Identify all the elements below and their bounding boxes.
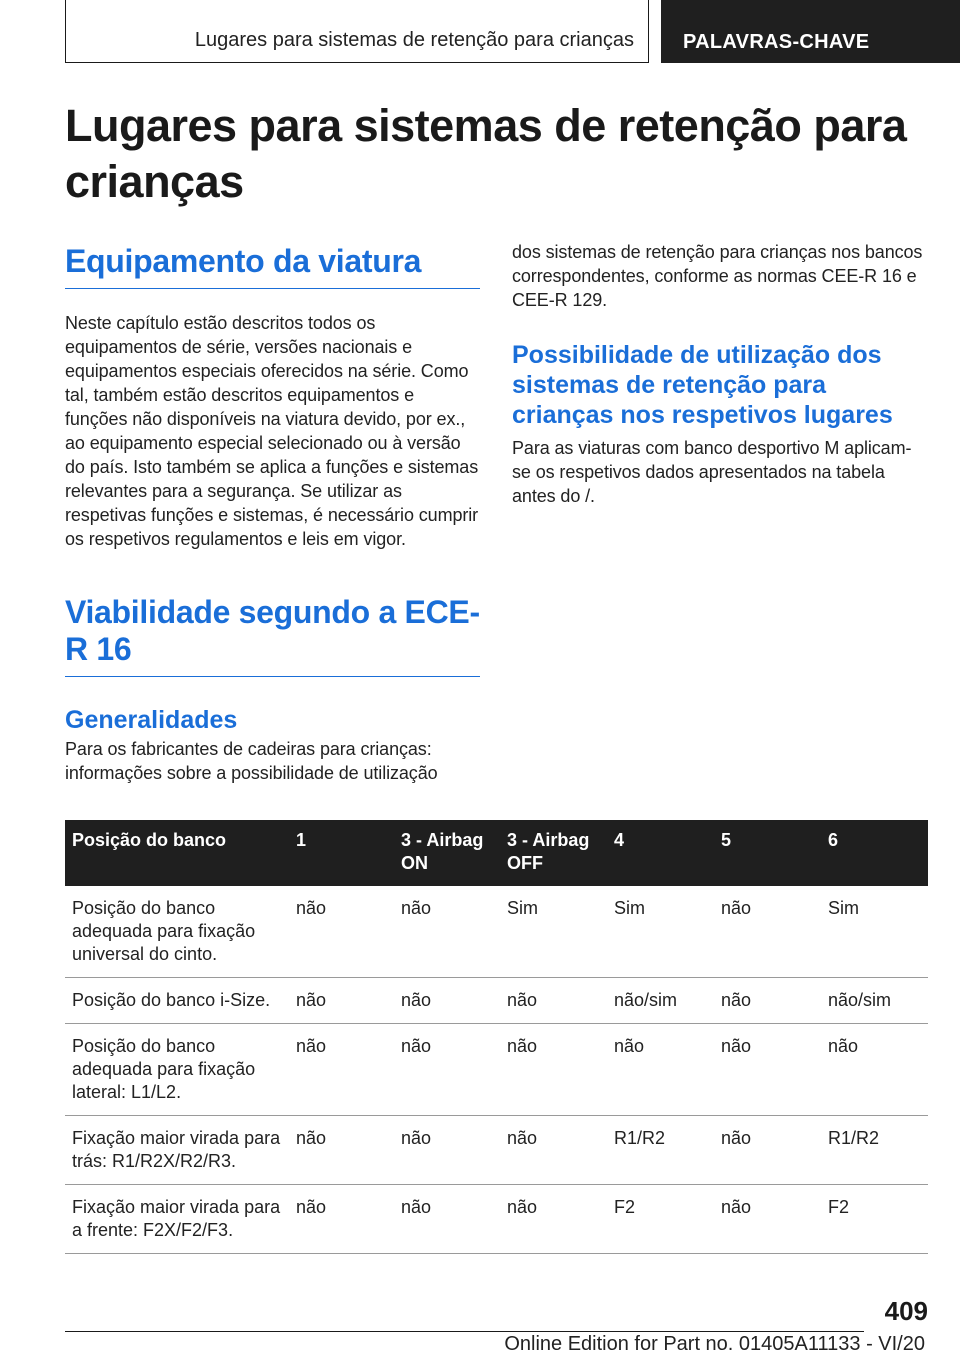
table-cell: não — [607, 1024, 714, 1116]
heading-viability: Viabilidade segundo a ECE-R 16 — [65, 594, 480, 677]
table-cell: não — [289, 978, 394, 1024]
table-cell: F2 — [821, 1185, 928, 1254]
table-cell: não — [500, 1024, 607, 1116]
heading-possibility: Possibilidade de utilização dos sistemas de retenção para crianças nos respetivos lugares — [512, 341, 893, 429]
table-cell: Posição do banco adequada para fixação universal do cinto. — [65, 886, 289, 978]
col-header-6: 6 — [821, 820, 928, 886]
table-cell: não — [714, 886, 821, 978]
table-cell: não — [500, 1185, 607, 1254]
col-header-1: 1 — [289, 820, 394, 886]
table-cell: não — [394, 1024, 500, 1116]
col-header-3-airbag-on: 3 - Airbag ON — [394, 820, 500, 886]
col-header-seat-position: Posição do banco — [65, 820, 289, 886]
table-cell: R1/R2 — [607, 1116, 714, 1185]
table-cell: não/sim — [821, 978, 928, 1024]
col-header-4: 4 — [607, 820, 714, 886]
right-column — [512, 240, 927, 508]
table-cell: Posição do banco adequada para fixação lateral: L1/L2. — [65, 1024, 289, 1116]
paragraph-equipment: Neste capítulo estão descritos todos os equipamentos de série, versões nacionais e equipamentos especiais oferecidos na série. Como tal, também estão descritos equipamentos e funções não disponíveis na viatura devido, por ex., ao equipamento especial selecionado ou à versão do país. Isto também se aplica a funções e sistemas relevantes para a segurança. Se utilizar as respetivas funções e sistemas, é necessário cumprir os respetivos regulamentos e leis em vigor. — [65, 313, 479, 549]
table-cell: não — [289, 886, 394, 978]
running-header — [65, 0, 649, 63]
table-cell: não — [500, 1116, 607, 1185]
table-cell: não/sim — [607, 978, 714, 1024]
table-cell: não — [821, 1024, 928, 1116]
table-row — [65, 978, 928, 1024]
table-cell: não — [714, 1024, 821, 1116]
table-cell: não — [714, 978, 821, 1024]
running-header-title: Lugares para sistemas de retenção para crianças — [194, 29, 634, 51]
keywords-tab-label: PALAVRAS-CHAVE — [683, 31, 870, 53]
keywords-tab[interactable] — [661, 0, 960, 63]
table-header-row — [65, 820, 928, 886]
table-cell: R1/R2 — [821, 1116, 928, 1185]
table-cell: Sim — [607, 886, 714, 978]
table-cell: F2 — [607, 1185, 714, 1254]
paragraph-continued: dos sistemas de retenção para crianças nos bancos correspondentes, conforme as normas CEE-R 16 e CEE-R 129. — [512, 242, 923, 310]
heading-equipment: Equipamento da viatura — [65, 243, 480, 289]
table-cell: não — [394, 1116, 500, 1185]
paragraph-general: Para os fabricantes de cadeiras para crianças: informações sobre a possibilidade de utilização — [65, 739, 438, 783]
table-cell: não — [714, 1116, 821, 1185]
table-row — [65, 1185, 928, 1254]
table-cell: Sim — [500, 886, 607, 978]
table-cell: não — [500, 978, 607, 1024]
seat-positions-table — [65, 820, 928, 1254]
footer-divider — [65, 1331, 864, 1332]
table-cell: não — [714, 1185, 821, 1254]
table-row — [65, 1024, 928, 1116]
table-cell: não — [394, 1185, 500, 1254]
table-cell: não — [394, 886, 500, 978]
table-cell: não — [289, 1185, 394, 1254]
footer-edition: Online Edition for Part no. 01405A11133 - VI/20 — [504, 1333, 925, 1355]
col-header-5: 5 — [714, 820, 821, 886]
table-cell: não — [289, 1024, 394, 1116]
table-cell: Fixação maior virada para a frente: F2X/F2/F3. — [65, 1185, 289, 1254]
left-column — [65, 243, 480, 785]
table-cell: Fixação maior virada para trás: R1/R2X/R2/R3. — [65, 1116, 289, 1185]
table-cell: Sim — [821, 886, 928, 978]
heading-general: Generalidades — [65, 706, 238, 734]
page-number: 409 — [884, 1296, 928, 1326]
table-cell: Posição do banco i-Size. — [65, 978, 289, 1024]
col-header-3-airbag-off: 3 - Airbag OFF — [500, 820, 607, 886]
table-row — [65, 1116, 928, 1185]
paragraph-possibility: Para as viaturas com banco desportivo M aplicam-se os respetivos dados apresentados na tabela antes do /. — [512, 438, 912, 506]
table-cell: não — [394, 978, 500, 1024]
table-row — [65, 886, 928, 978]
page-title: Lugares para sistemas de retenção para crianças — [65, 100, 907, 207]
table-cell: não — [289, 1116, 394, 1185]
